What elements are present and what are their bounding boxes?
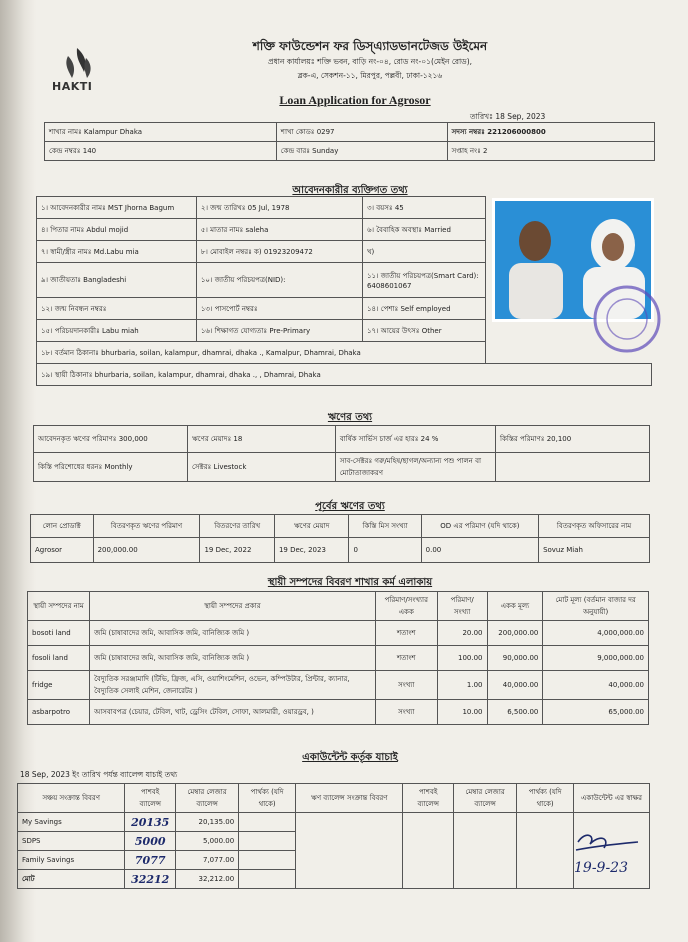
ver-header: পার্থক্য (যদি থাকে) — [517, 784, 574, 813]
prev-header: বিতরণকৃত ঋণের পরিমাণ — [93, 515, 200, 538]
nationality: ৯। জাতীয়তাঃ Bangladeshi — [37, 263, 197, 298]
table-row — [18, 813, 650, 832]
verification-date-line: 18 Sep, 2023 ইং তারিখ পর্যন্ত ব্যালেন্স যাচাই তথ্য — [20, 770, 178, 779]
prev-cell: 0 — [349, 538, 421, 563]
asset-unit: শতাংশ — [375, 646, 437, 671]
ver-header: একাউন্টেন্ট এর স্বাক্ষর — [574, 784, 650, 813]
asset-header: স্থায়ী সম্পদের প্রকার — [90, 592, 376, 621]
prev-cell: 19 Dec, 2023 — [274, 538, 349, 563]
asset-name: fridge — [28, 671, 90, 700]
savings-type: Family Savings — [18, 851, 125, 870]
savings-type: SDPS — [18, 832, 125, 851]
passbook-balance: 20135 — [125, 813, 176, 832]
week-number: সপ্তাহ নংঃ 2 — [447, 142, 654, 161]
husband-name: ৭। স্বামী/স্ত্রীর নামঃ Md.Labu mia — [37, 241, 197, 263]
asset-header: স্থায়ী সম্পদের নাম — [28, 592, 90, 621]
loan-amount: আবেদনকৃত ঋণের পরিমাণঃ 300,000 — [34, 426, 188, 453]
application-date: তারিখঃ 18 Sep, 2023 — [470, 112, 546, 121]
passport-number: ১৩। পাসপোর্ট নম্বরঃ — [196, 298, 362, 320]
section-assets-title: স্থায়ী সম্পদের বিবরণ শাখার কর্ম এলাকায় — [267, 577, 433, 588]
ledger-balance: 7,077.00 — [175, 851, 238, 870]
loan-sector: সেক্টরঃ Livestock — [188, 453, 336, 482]
asset-total: 65,000.00 — [543, 700, 649, 725]
asset-type: আসবাবপত্র (চেয়ার, টেবিল, খাট, ড্রেসিং টেবিল, সোফা, আলমারী, ওয়ারড্রব, ) — [90, 700, 376, 725]
permanent-address: ১৯। স্থায়ী ঠিকানাঃ bhurbaria, soilan, kalampur, dhamrai, dhaka ., , Dhamrai, Dhaka — [37, 364, 652, 386]
table-row — [31, 538, 650, 563]
branch-name: শাখার নামঃ Kalampur Dhaka — [45, 123, 277, 142]
prev-cell: 0.00 — [421, 538, 538, 563]
ver-header: সঞ্চয় সংক্রান্ত বিবরণ — [18, 784, 125, 813]
section-verification-title: একাউন্টেন্ট কর্তৃক যাচাই — [302, 752, 398, 763]
prev-header: কিস্তি মিস সংখ্যা — [349, 515, 421, 538]
section-loan-title: ঋণের তথ্য — [327, 412, 373, 423]
prev-header: লোন প্রোডাক্ট — [31, 515, 94, 538]
form-title: Loan Application for Agrosor — [279, 93, 431, 107]
present-address: ১৮। বর্তমান ঠিকানাঃ bhurbaria, soilan, kalampur, dhamrai, dhaka ., Kamalpur, Dhamrai, Dhaka — [37, 342, 486, 364]
prev-cell: Sovuz Miah — [539, 538, 650, 563]
nid: ১০। জাতীয় পরিচয়পত্র(NID): — [196, 263, 362, 298]
applicant-name: ১। আবেদনকারীর নামঃ MST Jhorna Bagum — [37, 197, 197, 219]
father-name: ৪। পিতার নামঃ Abdul mojid — [37, 219, 197, 241]
asset-unit-price: 90,000.00 — [487, 646, 543, 671]
member-number: সদস্য নম্বরঃ 221206000800 — [447, 123, 654, 142]
asset-header: একক মূল্য — [487, 592, 543, 621]
prev-header: বিতরণের তারিখ — [200, 515, 275, 538]
prev-cell: 200,000.00 — [93, 538, 200, 563]
total-ledger: 32,212.00 — [175, 870, 238, 889]
asset-unit-price: 200,000.00 — [487, 621, 543, 646]
prev-header: বিতরণকৃত অফিসারের নাম — [539, 515, 650, 538]
asset-name: asbarpotro — [28, 700, 90, 725]
table-row — [28, 700, 649, 725]
income-source: ১৭। আয়ের উৎসঃ Other — [362, 320, 485, 342]
org-name: শক্তি ফাউন্ডেশন ফর ডিস্‌এ্যাডভানটেজড উইমেন — [252, 39, 488, 53]
address-line-2: ব্লক-এ, সেকশন-১১, মিরপুর, পল্লবী, ঢাকা-১২১৬ — [297, 71, 443, 80]
center-day: কেন্দ্র বারঃ Sunday — [276, 142, 447, 161]
loan-duration: ঋণের মেয়াদঃ 18 — [188, 426, 336, 453]
accountant-signature — [566, 828, 656, 880]
asset-type: বৈদ্যুতিক সরঞ্জামাদি (টিভি, ফ্রিজ, এসি, ওয়াশিংমেশিন, ওভেন, কম্পিউটার, প্রিন্টার, ক্যানার, বৈদ্যুতিক সেলাই মেশিন, জেনারেটর ) — [90, 671, 376, 700]
asset-quantity: 100.00 — [437, 646, 487, 671]
loan-sub-sector: সাব-সেক্টরঃ গরু/মহিষ/ছাগল/অন্যান্য পশু পালন বা মোটাতাজাকরণ — [335, 453, 495, 482]
asset-total: 9,000,000.00 — [543, 646, 649, 671]
ledger-balance: 5,000.00 — [175, 832, 238, 851]
installment-type: কিস্তি পরিশোধের ধরনঃ Monthly — [34, 453, 188, 482]
passbook-balance: 5000 — [125, 832, 176, 851]
previous-loan-table — [30, 514, 650, 563]
passbook-balance: 7077 — [125, 851, 176, 870]
asset-total: 40,000.00 — [543, 671, 649, 700]
service-charge: বার্ষিক সার্ভিস চার্জ এর হারঃ 24 % — [335, 426, 495, 453]
marital-status: ৬। বৈবাহিক অবস্থাঃ Married — [362, 219, 485, 241]
ver-header: পাশবই ব্যালেন্স — [125, 784, 176, 813]
table-row — [28, 671, 649, 700]
profession: ১৪। পেশাঃ Self employed — [362, 298, 485, 320]
prev-cell: Agrosor — [31, 538, 94, 563]
asset-quantity: 1.00 — [437, 671, 487, 700]
birth-registration: ১২। জন্ম নিবন্ধন নম্বরঃ — [37, 298, 197, 320]
mother-name: ৫। মাতার নামঃ saleha — [196, 219, 362, 241]
asset-unit: সংখ্যা — [375, 700, 437, 725]
verification-table — [17, 783, 650, 889]
logo-text: HAKTI — [52, 80, 93, 93]
loan-info-table — [33, 425, 650, 482]
asset-quantity: 10.00 — [437, 700, 487, 725]
guardian: ১৫। পরিচয়দানকারীঃ Labu miah — [37, 320, 197, 342]
asset-unit-price: 6,500.00 — [487, 700, 543, 725]
asset-total: 4,000,000.00 — [543, 621, 649, 646]
asset-quantity: 20.00 — [437, 621, 487, 646]
installment-amount: কিস্তির পরিমাণঃ 20,100 — [495, 426, 649, 453]
savings-type: My Savings — [18, 813, 125, 832]
table-row — [28, 621, 649, 646]
prev-header: OD এর পরিমাণ (যদি থাকে) — [421, 515, 538, 538]
asset-unit: সংখ্যা — [375, 671, 437, 700]
date-of-birth: ২। জন্ম তারিখঃ 05 Jul, 1978 — [196, 197, 362, 219]
asset-unit-price: 40,000.00 — [487, 671, 543, 700]
ver-header: পাশবই ব্যালেন্স — [403, 784, 454, 813]
branch-info-table — [44, 122, 655, 161]
asset-unit: শতাংশ — [375, 621, 437, 646]
prev-header: ঋণের মেয়াদ — [274, 515, 349, 538]
asset-type: জমি (চাষাবাদের জমি, আবাসিক জমি, বানিজ্যিক জমি ) — [90, 621, 376, 646]
smart-card: ১১। জাতীয় পরিচয়পত্র(Smart Card): 6408601067 — [362, 263, 485, 298]
age: ৩। বয়সঃ 45 — [362, 197, 485, 219]
assets-table — [27, 591, 649, 725]
official-stamp-icon — [592, 284, 662, 354]
center-number: কেন্দ্র নম্বরঃ 140 — [45, 142, 277, 161]
ver-header: মেম্বার লেজার ব্যালেন্স — [454, 784, 517, 813]
total-label: মোট — [18, 870, 125, 889]
asset-header: পরিমাণ/সংখ্যার একক — [375, 592, 437, 621]
table-row — [28, 646, 649, 671]
mobile-number-b: খ) — [362, 241, 485, 263]
ver-header: ঋণ ব্যালেন্স সংক্রান্ত বিবরণ — [296, 784, 403, 813]
total-passbook: 32212 — [125, 870, 176, 889]
asset-header: মোট মূল্য (বর্তমান বাজার দর অনুযায়ী) — [543, 592, 649, 621]
ver-header: পার্থক্য (যদি থাকে) — [239, 784, 296, 813]
ver-header: মেম্বার লেজার ব্যালেন্স — [175, 784, 238, 813]
prev-cell: 19 Dec, 2022 — [200, 538, 275, 563]
address-line-1: প্রধান কার্যালয়ঃ শক্তি ভবন, বাড়ি নং-০৪, রোড নং-০১(মেইন রোড), — [267, 57, 473, 66]
asset-type: জমি (চাষাবাদের জমি, আবাসিক জমি, বানিজ্যিক জমি ) — [90, 646, 376, 671]
mobile-number: ৮। মোবাইল নম্বরঃ ক) 01923209472 — [196, 241, 362, 263]
branch-code: শাখা কোডঃ 0297 — [276, 123, 447, 142]
education: ১৬। শিক্ষাগত যোগ্যতাঃ Pre-Primary — [196, 320, 362, 342]
asset-header: পরিমাণ/ সংখ্যা — [437, 592, 487, 621]
asset-name: bosoti land — [28, 621, 90, 646]
section-previous-loan-title: পূর্বের ঋণের তথ্য — [315, 501, 385, 512]
ledger-balance: 20,135.00 — [175, 813, 238, 832]
section-personal-title: আবেদনকারীর ব্যক্তিগত তথ্য — [292, 185, 408, 196]
asset-name: fosoli land — [28, 646, 90, 671]
signature-date: 19-9-23 — [574, 860, 628, 876]
